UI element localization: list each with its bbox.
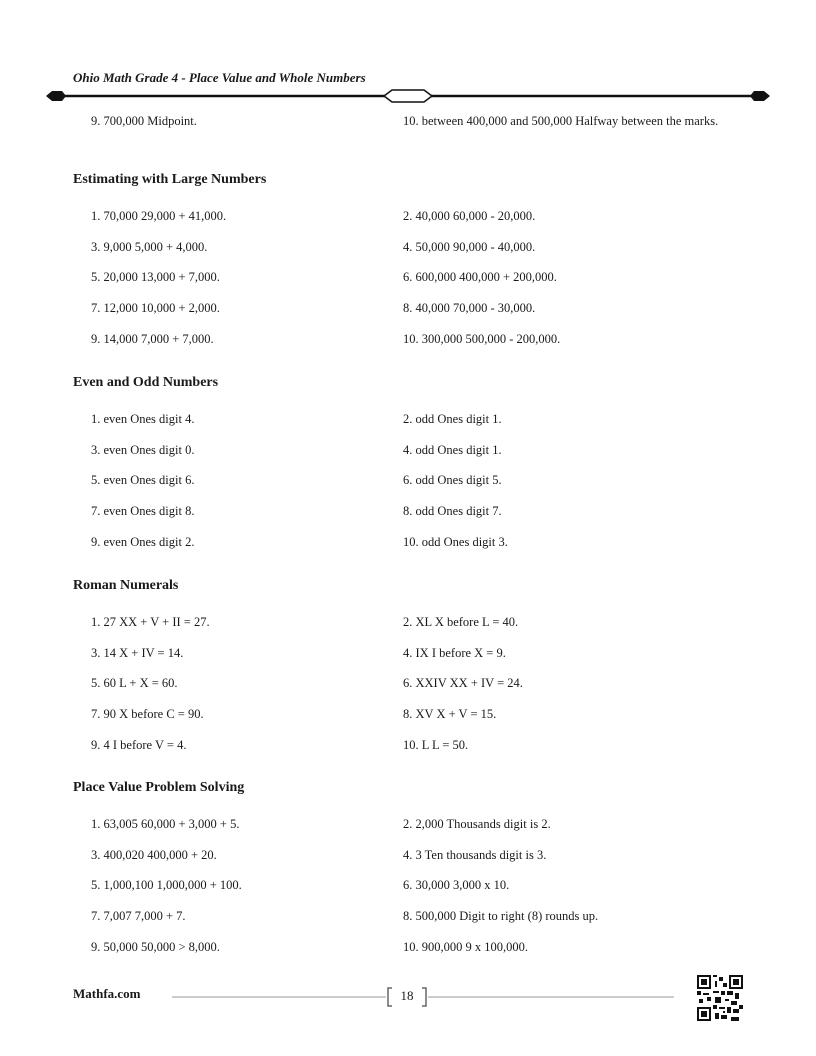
list-item: 1. 70,000 29,000 + 41,000. [91, 209, 227, 223]
list-item: 6. odd Ones digit 5. [403, 473, 502, 487]
list-item: 9. even Ones digit 2. [91, 535, 195, 549]
list-item: 8. 500,000 Digit to right (8) rounds up. [403, 909, 599, 923]
section-title: Place Value Problem Solving [73, 780, 245, 795]
list-item: 5. 1,000,100 1,000,000 + 100. [91, 878, 242, 892]
list-item: 3. even Ones digit 0. [91, 443, 195, 457]
list-item: 9. 50,000 50,000 > 8,000. [91, 940, 220, 954]
list-item: 1. 27 XX + V + II = 27. [91, 615, 210, 629]
page-number: 18 [400, 988, 414, 1003]
list-item: 2. 2,000 Thousands digit is 2. [403, 817, 551, 831]
list-item: 7. 12,000 10,000 + 2,000. [91, 301, 220, 315]
list-item: 4. 50,000 90,000 - 40,000. [403, 240, 536, 254]
list-item: 2. odd Ones digit 1. [403, 412, 502, 426]
footer-brand: Mathfa.com [73, 986, 141, 1001]
list-item: 3. 9,000 5,000 + 4,000. [91, 240, 208, 254]
section-title: Roman Numerals [73, 578, 179, 593]
list-item: 6. XXIV XX + IV = 24. [403, 676, 523, 690]
list-item: 3. 400,020 400,000 + 20. [91, 848, 217, 862]
list-item: 2. 40,000 60,000 - 20,000. [403, 209, 536, 223]
section-title: Even and Odd Numbers [73, 375, 219, 390]
list-item: 8. 40,000 70,000 - 30,000. [403, 301, 536, 315]
list-item: 8. XV X + V = 15. [403, 707, 497, 721]
list-item: 1. even Ones digit 4. [91, 412, 195, 426]
list-item: 6. 30,000 3,000 x 10. [403, 878, 510, 892]
list-item: 5. 20,000 13,000 + 7,000. [91, 270, 220, 284]
list-item: 9. 700,000 Midpoint. [91, 114, 197, 128]
list-item: 7. even Ones digit 8. [91, 504, 195, 518]
list-item: 7. 90 X before C = 90. [91, 707, 204, 721]
list-item: 9. 4 I before V = 4. [91, 738, 187, 752]
list-item: 10. between 400,000 and 500,000 Halfway between the marks. [403, 114, 719, 128]
list-item: 9. 14,000 7,000 + 7,000. [91, 332, 214, 346]
qr-code-icon [697, 975, 743, 1021]
list-item: 4. IX I before X = 9. [403, 646, 506, 660]
list-item: 1. 63,005 60,000 + 3,000 + 5. [91, 817, 240, 831]
section-title: Estimating with Large Numbers [73, 172, 267, 187]
list-item: 4. odd Ones digit 1. [403, 443, 502, 457]
list-item: 6. 600,000 400,000 + 200,000. [403, 270, 557, 284]
list-item: 3. 14 X + IV = 14. [91, 646, 184, 660]
header-rule [46, 88, 770, 104]
header-title: Ohio Math Grade 4 - Place Value and Whole Numbers [73, 70, 366, 85]
list-item: 10. 300,000 500,000 - 200,000. [403, 332, 561, 346]
list-item: 5. even Ones digit 6. [91, 473, 195, 487]
list-item: 10. L L = 50. [403, 738, 469, 752]
list-item: 7. 7,007 7,000 + 7. [91, 909, 186, 923]
list-item: 2. XL X before L = 40. [403, 615, 519, 629]
list-item: 10. odd Ones digit 3. [403, 535, 508, 549]
list-item: 5. 60 L + X = 60. [91, 676, 178, 690]
list-item: 4. 3 Ten thousands digit is 3. [403, 848, 547, 862]
list-item: 10. 900,000 9 x 100,000. [403, 940, 528, 954]
list-item: 8. odd Ones digit 7. [403, 504, 502, 518]
